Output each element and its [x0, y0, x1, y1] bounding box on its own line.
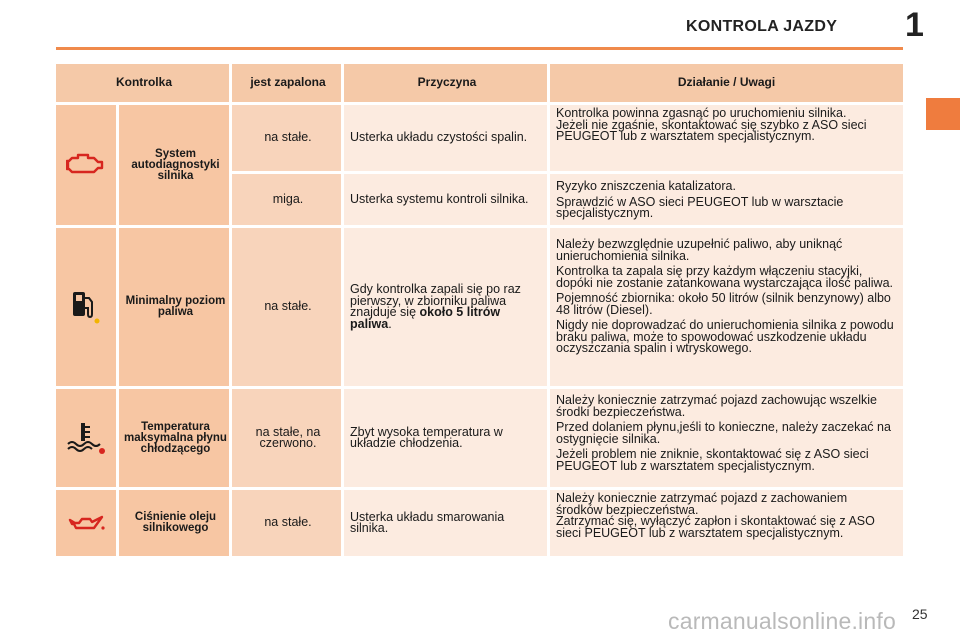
cause-emphasis: około 5 litrów paliwa: [350, 305, 501, 331]
cause-text: Gdy kontrolka zapali się po raz pierwszy, w zbiorniku paliwa znajduje się: [350, 282, 521, 319]
state-cell: na stałe.: [232, 228, 344, 386]
column-header-action: Działanie / Uwagi: [550, 64, 903, 102]
warning-name: Ciśnienie oleju silnikowego: [119, 490, 232, 556]
oil-can-icon: [66, 512, 106, 534]
cause-text-end: .: [388, 316, 392, 331]
state-cell: miga.: [232, 174, 344, 225]
grid-divider: [56, 102, 903, 105]
action-text: Sprawdzić w ASO sieci PEUGEOT lub w warsztacie specjalistycznym.: [556, 194, 844, 220]
coolant-temperature-icon: [66, 421, 106, 455]
engine-warning-light: [56, 105, 116, 225]
header-rule: [56, 47, 903, 50]
action-cell: [550, 105, 903, 171]
grid-divider: [56, 487, 903, 490]
action-text: Przed dolaniem płynu,jeśli to konieczne, należy zaczekać na ostygnięcie silnika.: [556, 420, 891, 446]
action-text: Kontrolka powinna zgasnąć po uruchomieniu silnika.: [556, 106, 847, 120]
warning-name: Temperatura maksymalna płynu chłodzącego: [119, 389, 232, 487]
action-cell: [550, 228, 903, 386]
grid-divider: [56, 386, 903, 389]
column-header-state: jest zapalona: [232, 64, 344, 102]
page-number: 25: [912, 606, 928, 622]
action-cell: [550, 490, 903, 556]
grid-divider: [547, 64, 550, 556]
cause-cell: Zbyt wysoka temperatura w układzie chłodzenia.: [344, 389, 550, 487]
action-text: Jeżeli problem nie zniknie, skontaktować się z ASO sieci PEUGEOT lub z warsztatem specjalistycznym.: [556, 447, 869, 473]
grid-divider: [229, 64, 232, 556]
fuel-pump-icon: [69, 288, 103, 326]
action-text: Jeżeli nie zgaśnie, skontaktować się szybko z ASO sieci PEUGEOT lub z warsztatem specjalistycznym.: [556, 117, 867, 143]
state-cell: na stałe, na czerwono.: [232, 389, 344, 487]
action-text: Kontrolka ta zapala się przy każdym włączeniu stacyjki, dopóki nie zostanie zatankowana wystarczająca ilość paliwa.: [556, 264, 893, 290]
action-text: Pojemność zbiornika: około 50 litrów (silnik benzynowy) albo 48 litrów (Diesel).: [556, 291, 891, 317]
fuel-warning-light: [56, 228, 116, 386]
cause-cell: Usterka układu smarowania silnika.: [344, 490, 550, 556]
warning-name: Minimalny poziom paliwa: [119, 228, 232, 386]
watermark: carmanualsonline.info: [668, 608, 896, 634]
engine-check-icon: [66, 152, 106, 178]
grid-divider: [341, 64, 344, 556]
action-cell: [550, 389, 903, 487]
chapter-side-tab: [926, 98, 960, 130]
action-cell: [550, 174, 903, 225]
state-cell: na stałe.: [232, 105, 344, 171]
grid-divider: [232, 171, 903, 174]
column-header-kontrolka: Kontrolka: [56, 64, 232, 102]
action-text: Zatrzymać się, wyłączyć zapłon i skontaktować się z ASO sieci PEUGEOT lub z warsztatem specjalistycznym.: [556, 514, 875, 540]
action-text: Należy bezwzględnie uzupełnić paliwo, aby uniknąć unieruchomienia silnika.: [556, 237, 843, 263]
grid-divider: [56, 225, 903, 228]
action-text: Nigdy nie doprowadzać do unieruchomienia silnika z powodu braku paliwa, może to spowodować uszkodzenie układu oczyszczania spalin i wtryskowego.: [556, 318, 894, 355]
action-text: Ryzyko zniszczenia katalizatora.: [556, 179, 736, 193]
cause-cell: [344, 228, 550, 386]
coolant-warning-light: [56, 389, 116, 487]
cause-cell: Usterka systemu kontroli silnika.: [344, 174, 550, 225]
cause-cell: Usterka układu czystości spalin.: [344, 105, 550, 171]
oil-warning-light: [56, 490, 116, 556]
state-cell: na stałe.: [232, 490, 344, 556]
warning-name: System autodiagnostyki silnika: [119, 105, 232, 225]
action-text: Należy koniecznie zatrzymać pojazd z zachowaniem środków bezpieczeństwa.: [556, 491, 848, 517]
action-text: Należy koniecznie zatrzymać pojazd zachowując wszelkie środki bezpieczeństwa.: [556, 393, 877, 419]
page-title: KONTROLA JAZDY: [686, 18, 838, 35]
column-header-cause: Przyczyna: [344, 64, 550, 102]
chapter-number: 1: [905, 6, 924, 44]
